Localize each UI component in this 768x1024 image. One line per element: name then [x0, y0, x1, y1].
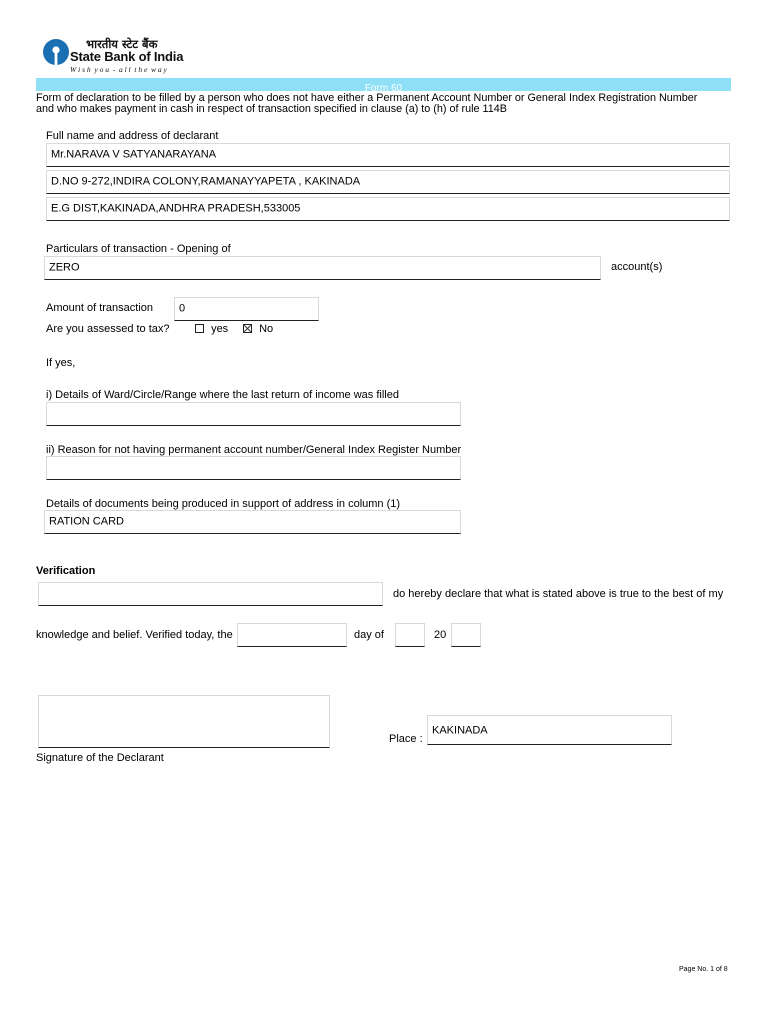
declarant-label: Full name and address of declarant [46, 130, 219, 142]
form-title: Form 60 [364, 83, 403, 94]
tax-yes-checkbox[interactable] [195, 324, 204, 333]
ward-label: i) Details of Ward/Circle/Range where the last return of income was filled [46, 389, 399, 401]
transaction-suffix: account(s) [611, 261, 663, 273]
declarant-name-field[interactable] [46, 143, 730, 167]
place-field[interactable] [427, 715, 672, 745]
declarant-address1-field[interactable] [46, 170, 730, 194]
sbi-logo-icon [42, 38, 70, 66]
form-description-line1: Form of declaration to be filled by a person who does not have either a Permanent Account Number or General Index Registration Number [36, 92, 698, 104]
declarant-address2-field[interactable] [46, 197, 730, 221]
documents-label: Details of documents being produced in support of address in column (1) [46, 498, 401, 510]
ward-field[interactable] [46, 402, 461, 426]
transaction-label: Particulars of transaction - Opening of [46, 243, 231, 255]
tax-no-label: No [259, 323, 274, 335]
day-of-text: day of [354, 629, 384, 641]
verification-day-field[interactable] [237, 623, 347, 647]
declarant-name-value: Mr.NARAVA V SATYANARAYANA [51, 148, 217, 161]
page-number: Page No. 1 of 8 [679, 966, 728, 973]
signature-label: Signature of the Declarant [36, 752, 164, 764]
declarant-address1-value: D.NO 9-272,INDIRA COLONY,RAMANAYYAPETA , KAKINADA [51, 175, 361, 188]
verification-declarant-field[interactable] [38, 582, 383, 606]
signature-box[interactable] [38, 695, 330, 748]
amount-value: 0 [179, 302, 186, 315]
bank-name: State Bank of India [70, 49, 184, 64]
bank-tagline: W i s h y o u - a l l t h e w a y [70, 65, 167, 74]
knowledge-text: knowledge and belief. Verified today, the [36, 629, 233, 641]
documents-value: RATION CARD [49, 515, 124, 528]
verification-heading: Verification [36, 565, 96, 577]
place-value: KAKINADA [432, 724, 488, 737]
verification-year-field[interactable] [451, 623, 481, 647]
bank-name-hindi: भारतीय स्टेट बैंक [86, 37, 158, 51]
tax-no-checkbox[interactable] [243, 324, 252, 333]
declare-text: do hereby declare that what is stated above is true to the best of my [393, 588, 724, 600]
reason-label: ii) Reason for not having permanent account number/General Index Register Number [46, 444, 462, 456]
transaction-field[interactable] [44, 256, 601, 280]
tax-label: Are you assessed to tax? [46, 323, 170, 335]
declarant-address2-value: E.G DIST,KAKINADA,ANDHRA PRADESH,533005 [51, 202, 301, 215]
transaction-value: ZERO [49, 261, 80, 274]
tax-yes-option[interactable] [195, 323, 228, 336]
verification-month-field[interactable] [395, 623, 425, 647]
sbi-logo [40, 37, 190, 77]
form-title-banner [36, 78, 731, 94]
amount-label: Amount of transaction [46, 302, 154, 314]
amount-field[interactable] [174, 297, 319, 321]
tax-no-option[interactable] [243, 323, 273, 336]
tax-yes-label: yes [211, 323, 229, 335]
year-prefix: 20 [434, 629, 447, 641]
reason-field[interactable] [46, 456, 461, 480]
if-yes-label: If yes, [46, 357, 76, 369]
form-description-line2: and who makes payment in cash in respect of transaction specified in clause (a) to (h) of rule 114B [36, 103, 507, 115]
place-label: Place : [389, 733, 423, 745]
documents-field[interactable] [44, 510, 461, 534]
